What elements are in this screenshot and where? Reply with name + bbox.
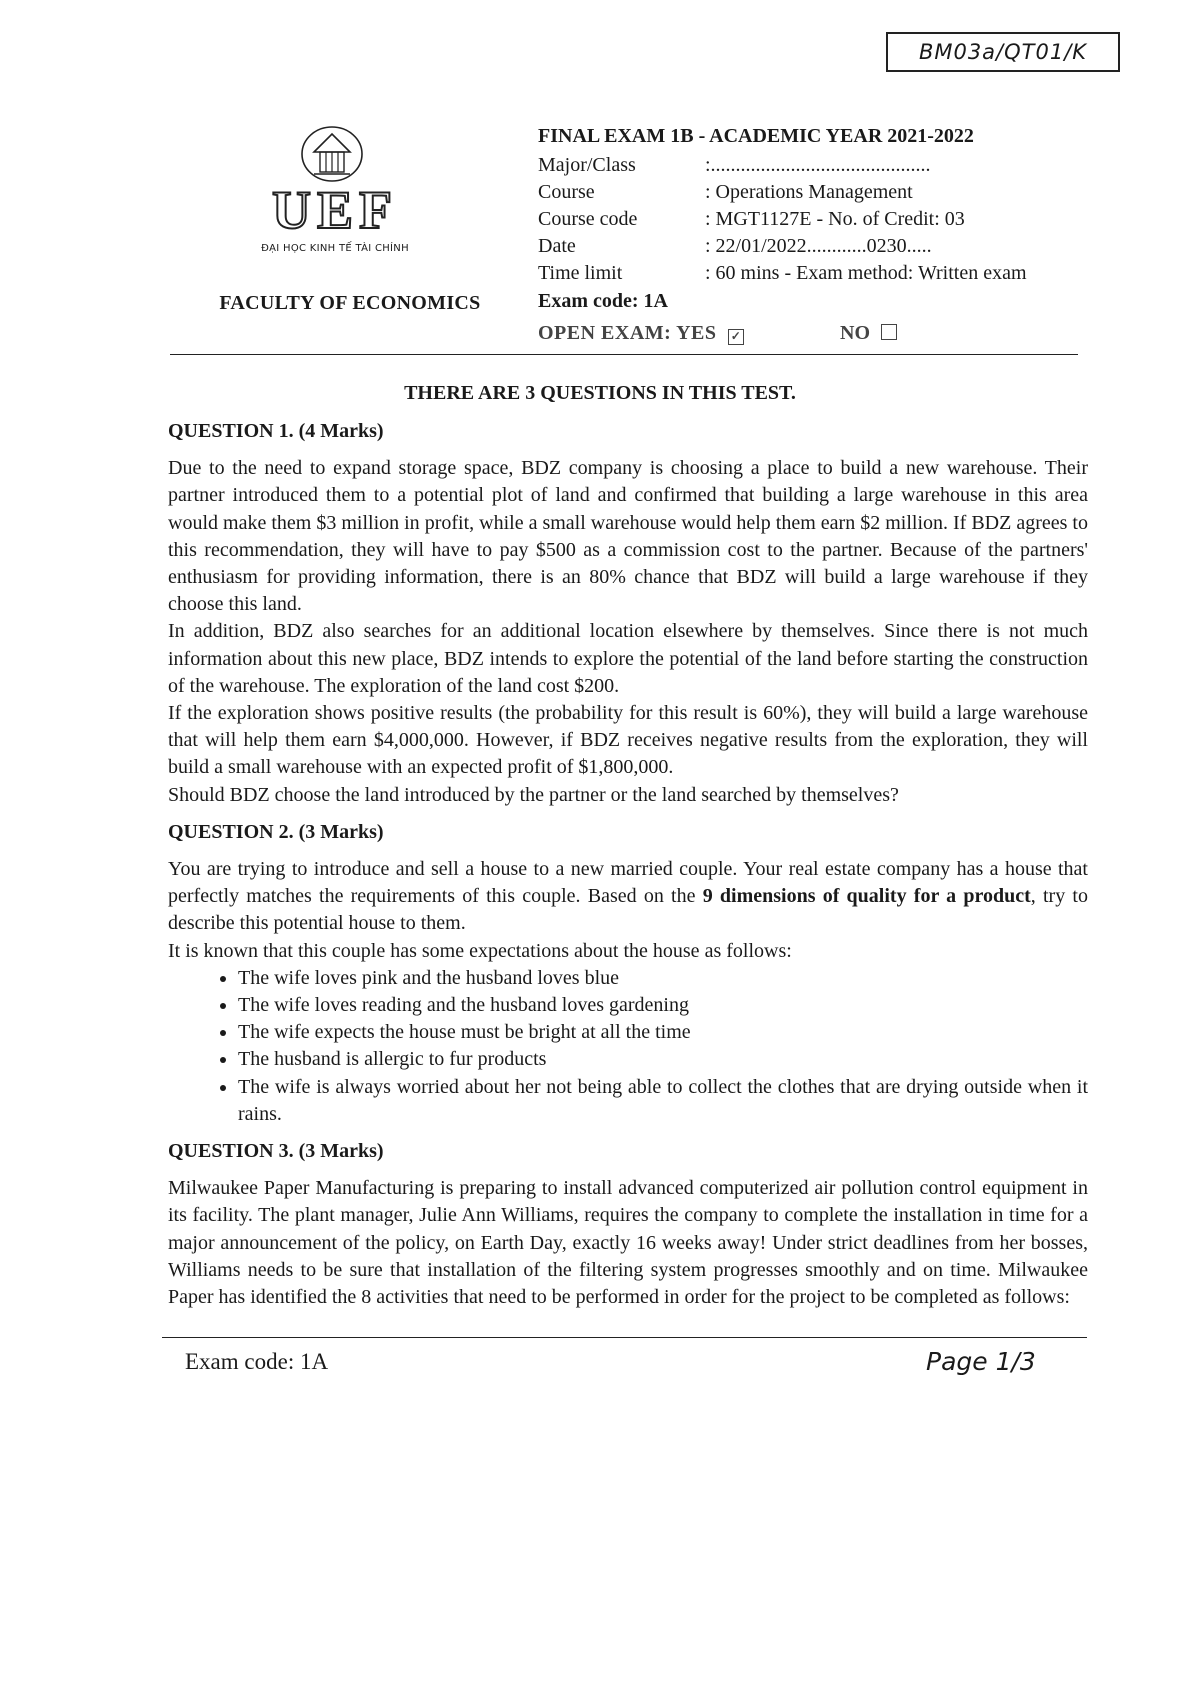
- form-code-box: BM03a/QT01/K: [886, 32, 1120, 72]
- footer-divider: [162, 1337, 1087, 1338]
- question-3-title: QUESTION 3. (3 Marks): [168, 1140, 384, 1163]
- question-1-paragraph: Due to the need to expand storage space, BDZ company is choosing a place to build a new warehouse. Their partner introduced them to a potential plot of land and confirmed that building a large warehouse in this area would make them $3 million in profit, while a small warehouse would help them earn $2 million. If BDZ agrees to this recommendation, they will have to pay $500 as a commission cost to the partner. Because of the partners' enthusiasm for providing information, there is an 80% chance that BDZ will build a large warehouse if they choose this land.: [168, 457, 1088, 616]
- header-divider: [170, 354, 1078, 355]
- open-exam-label: OPEN EXAM: YES: [538, 322, 717, 344]
- logo-subtitle: ĐẠI HỌC KINH TẾ TÀI CHÍNH: [261, 243, 409, 254]
- info-row-major: [538, 152, 1027, 179]
- logo-letters: UEF: [272, 180, 398, 240]
- info-value: : MGT1127E - No. of Credit: 03: [705, 208, 965, 230]
- info-row-time-limit: [538, 260, 1027, 287]
- university-logo: [240, 122, 430, 254]
- info-label: Time limit: [538, 262, 623, 284]
- info-row-course: [538, 179, 1027, 206]
- faculty-name: FACULTY OF ECONOMICS: [219, 292, 481, 314]
- question-2-intro: [168, 856, 1088, 938]
- list-item: • The wife is always worried about her not being able to collect the clothes that are drying outside when it rains.: [238, 1074, 1088, 1128]
- exam-code-header: Exam code: 1A: [538, 290, 668, 312]
- list-item: • The wife expects the house must be bright at all the time: [238, 1019, 1088, 1046]
- checked-box-icon: ✓: [728, 329, 744, 345]
- open-exam-no-label: NO: [840, 322, 870, 344]
- question-2-intro-text-end: , try to describe this potential house to them.: [168, 885, 1088, 935]
- question-1-paragraph: Should BDZ choose the land introduced by the partner or the land searched by themselves?: [168, 783, 899, 806]
- info-row-date: [538, 233, 1027, 260]
- list-item: • The wife loves reading and the husband loves gardening: [238, 992, 1088, 1019]
- question-1-paragraph: If the exploration shows positive results (the probability for this result is 60%), they will build a large warehouse that will help them earn $4,000,000. However, if BDZ receives negative results from the exploration, they will build a small warehouse with an expected profit of $1,800,000.: [168, 702, 1088, 779]
- question-2-intro-text: You are trying to introduce and sell a house to a new married couple. Your real estate company has a house that perfectly matches the requirements of this couple. Based on the: [168, 858, 1088, 908]
- question-1: [168, 418, 1088, 809]
- exam-info-table: [538, 152, 1027, 287]
- test-notice: THERE ARE 3 QUESTIONS IN THIS TEST.: [404, 382, 796, 404]
- list-item: • The husband is allergic to fur products: [238, 1046, 1088, 1073]
- list-item: • The wife loves pink and the husband loves blue: [238, 965, 1088, 992]
- open-exam-yes: [538, 322, 744, 345]
- question-2-title: QUESTION 2. (3 Marks): [168, 820, 384, 843]
- page-number: Page 1/3: [926, 1347, 1036, 1376]
- expectations-list: [168, 965, 1088, 1128]
- question-2-intro-bold: 9 dimensions of quality for a product: [702, 885, 1031, 908]
- info-label: Major/Class: [538, 154, 636, 176]
- question-3-paragraph: Milwaukee Paper Manufacturing is preparing to install advanced computerized air pollution control equipment in its facility. The plant manager, Julie Ann Williams, requires the company to complete the installation in time for a major announcement of the policy, on Earth Day, exactly 16 weeks away! Under strict deadlines from her bosses, Williams needs to be sure that installation of the filtering system progresses smoothly and on time. Milwaukee Paper has identified the 8 activities that need to be performed in order for the project to be completed as follows:: [168, 1177, 1088, 1309]
- info-row-course-code: [538, 206, 1027, 233]
- exam-title: FINAL EXAM 1B - ACADEMIC YEAR 2021-2022: [538, 125, 974, 147]
- empty-box-icon: [881, 324, 897, 340]
- info-value: : 60 mins - Exam method: Written exam: [705, 262, 1027, 284]
- info-label: Course: [538, 181, 595, 203]
- info-value: : 22/01/2022............0230.....: [705, 235, 932, 257]
- info-label: Course code: [538, 208, 638, 230]
- open-exam-no: [840, 322, 897, 345]
- question-1-paragraph: In addition, BDZ also searches for an additional location elsewhere by themselves. Since there is not much information about this new place, BDZ intends to explore the potential of the land before starting the construction of the warehouse. The exploration of the land cost $200.: [168, 620, 1088, 697]
- info-label: Date: [538, 235, 576, 257]
- info-value: :............................................: [705, 154, 931, 176]
- info-value: : Operations Management: [705, 181, 913, 203]
- footer-exam-code: Exam code: 1A: [185, 1349, 329, 1374]
- question-2: [168, 819, 1088, 1128]
- question-1-title: QUESTION 1. (4 Marks): [168, 420, 384, 442]
- exam-content: [168, 418, 1088, 1321]
- question-3: [168, 1138, 1088, 1311]
- question-2-lead: It is known that this couple has some expectations about the house as follows:: [168, 939, 792, 962]
